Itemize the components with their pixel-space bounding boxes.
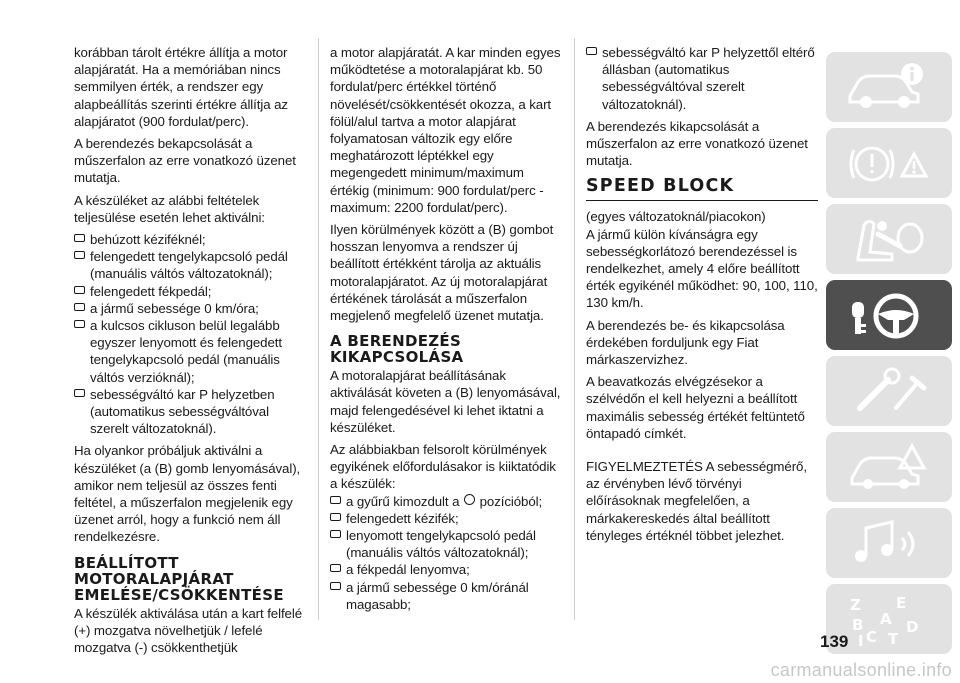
list-item: behúzott kéziféknél; — [74, 231, 306, 248]
column-divider — [318, 38, 319, 620]
paragraph: A készüléket az alábbi feltételek teljesülése esetén lehet aktiválni: — [74, 192, 265, 225]
airbag-seat-icon — [844, 212, 936, 266]
paragraph: A motoralapjárat beállításának aktiválását követen a (B) lenyomásával, majd felengedésével ki lehet iktatni a készüléket. — [330, 368, 561, 435]
paragraph: A beavatkozás elvégzésekor a szélvédőn el kell helyezni a beállított maximális sebesség értékét feltüntető öntapadó címkét. — [586, 374, 805, 441]
section-heading: BEÁLLÍTOTT MOTORALAPJÁRAT EMELÉSE/CSÖKKENTÉSE — [74, 553, 284, 604]
paragraph: A berendezés be- és kikapcsolása érdekében forduljunk egy Fiat márkaszervizhez. — [586, 317, 785, 368]
list-item: lenyomott tengelykapcsoló pedál (manuális váltós változatoknál); — [330, 527, 562, 561]
warning-lights-icon — [844, 136, 936, 190]
list-item: felengedett kézifék; — [330, 510, 562, 527]
car-info-icon — [844, 60, 936, 114]
paragraph: A készülék aktiválása után a kart felfelé (+) mozgatva növelhetjük / lefelé mozgatva (-) csökkenthetjük — [74, 605, 302, 656]
list-item: a kulcsos cikluson belül legalább egyszer lenyomott és felengedett tengelykapcsoló pedál (manuális váltós verzióknál); — [74, 317, 306, 386]
bullet-icon — [74, 251, 85, 259]
ring-position-icon — [464, 494, 475, 505]
bullet-icon — [74, 234, 85, 242]
paragraph: Ilyen körülmények között a (B) gombot hosszan lenyomva a rendszer új beállított értékként tárolja az aktuális motoralapjáratot. Az új motoralapjárat értékének tárolását a műszerfalon megjelenő megfelelő üzenet mutatja. — [330, 222, 554, 324]
bullet-icon — [330, 582, 341, 590]
index-letter: T — [888, 630, 899, 646]
text-column-3 — [586, 44, 818, 544]
list-item: felengedett fékpedál; — [74, 283, 306, 300]
tab-starting-driving[interactable] — [826, 280, 952, 350]
bullet-icon — [74, 320, 85, 328]
paragraph: A berendezés kikapcsolását a műszerfalon az erre vonatkozó üzenet mutatja. — [586, 118, 808, 169]
index-letter: Z — [850, 596, 861, 614]
index-letter: C — [866, 628, 878, 646]
index-letter: D — [906, 618, 919, 636]
chapter-tabs — [826, 52, 952, 660]
text-column-1 — [74, 44, 306, 656]
index-letter: B — [852, 616, 864, 634]
paragraph: (egyes változatoknál/piacokon) — [586, 209, 766, 225]
bullet-icon — [586, 47, 597, 55]
warning-paragraph: FIGYELMEZTETÉS A sebességmérő, az érvényben lévő törvényi előírásoknak megfelelően, a márkakereskedés által beállított tényleges értéknél többet jelezhet. — [586, 459, 807, 543]
tab-warning-lights[interactable] — [826, 128, 952, 198]
paragraph: Ha olyankor próbáljuk aktiválni a készüléket (a (B) gomb lenyomásával), amikor nem teljesül az összes fenti feltétel, a műszerfalon megjelenik egy üzenet arról, hogy a funkció nem áll rendelkezésre. — [74, 443, 301, 545]
list-item: a gyűrű kimozdult a pozícióból; — [330, 493, 562, 510]
list-item: sebességváltó kar P helyzettől eltérő állásban (automatikus sebességváltóval szerelt változatoknál). — [586, 44, 818, 113]
page-number: 139 — [820, 632, 849, 651]
tab-multimedia[interactable] — [826, 508, 952, 578]
tab-airbag-seat[interactable] — [826, 204, 952, 274]
bullet-icon — [330, 496, 341, 504]
text-column-2 — [330, 44, 562, 613]
list-item: felengedett tengelykapcsoló pedál (manuális váltós változatoknál); — [74, 248, 306, 282]
list-item: a jármű sebessége 0 km/óránál magasabb; — [330, 579, 562, 613]
tab-car-info[interactable] — [826, 52, 952, 122]
list-item: a jármű sebessége 0 km/óra; — [74, 300, 306, 317]
breakdown-car-icon — [844, 440, 936, 494]
paragraph: A berendezés bekapcsolását a műszerfalon az erre vonatkozó üzenet mutatja. — [74, 136, 296, 186]
bullet-icon — [330, 564, 341, 572]
list-item: sebességváltó kar P helyzetben (automatikus sebességváltóval szerelt változatoknál). — [74, 386, 306, 438]
column-divider — [574, 38, 575, 620]
tab-breakdown[interactable] — [826, 432, 952, 502]
section-heading: A BERENDEZÉS KIKAPCSOLÁSA — [330, 332, 464, 367]
paragraph: korábban tárolt értékre állítja a motor alapjáratát. Ha a memóriában nincs semmilyen érték, a rendszer egy alapbeállítás szerinti értékre állítja az alapjáratot (900 fordulat/perc). — [74, 45, 288, 129]
paragraph: A jármű külön kívánságra egy sebességkorlátozó berendezéssel is rendelkezhet, amely 4 előre beállított érték egyikénél működhet: 90, 100, 110, 130 km/h. — [586, 226, 818, 311]
list-item: a fékpedál lenyomva; — [330, 561, 562, 578]
bullet-icon — [74, 389, 85, 397]
index-letter: E — [896, 594, 907, 612]
tab-tools[interactable] — [826, 356, 952, 426]
bullet-icon — [330, 530, 341, 538]
bullet-icon — [74, 286, 85, 294]
alphabet-index-icon — [844, 592, 936, 646]
index-letter: A — [880, 610, 892, 628]
key-steering-wheel-icon — [844, 288, 936, 342]
bullet-icon — [74, 303, 85, 311]
tools-icon — [844, 364, 936, 418]
bullet-icon — [330, 513, 341, 521]
multimedia-icon — [844, 516, 936, 570]
paragraph: Az alábbiakban felsorolt körülmények egyikének előfordulásakor is kiiktatódik a készülék: — [330, 442, 556, 492]
index-letter: I — [858, 632, 864, 646]
watermark: carmanualsonline.info — [770, 660, 952, 680]
paragraph: a motor alapjáratát. A kar minden egyes működtetése a motoralapjárat kb. 50 fordulat/perc értékkel történő növelését/csökkentését okozza, a kart fölül/alul tartva a motor alapjárat folyamatosan változik egy előre meghatározott léptékkel egy megengedett minimum/maximum értékig (minimum: 900 fordulat/perc - maximum: 2200 fordulat/perc). — [330, 45, 561, 215]
section-heading: SPEED BLOCK — [586, 178, 818, 201]
